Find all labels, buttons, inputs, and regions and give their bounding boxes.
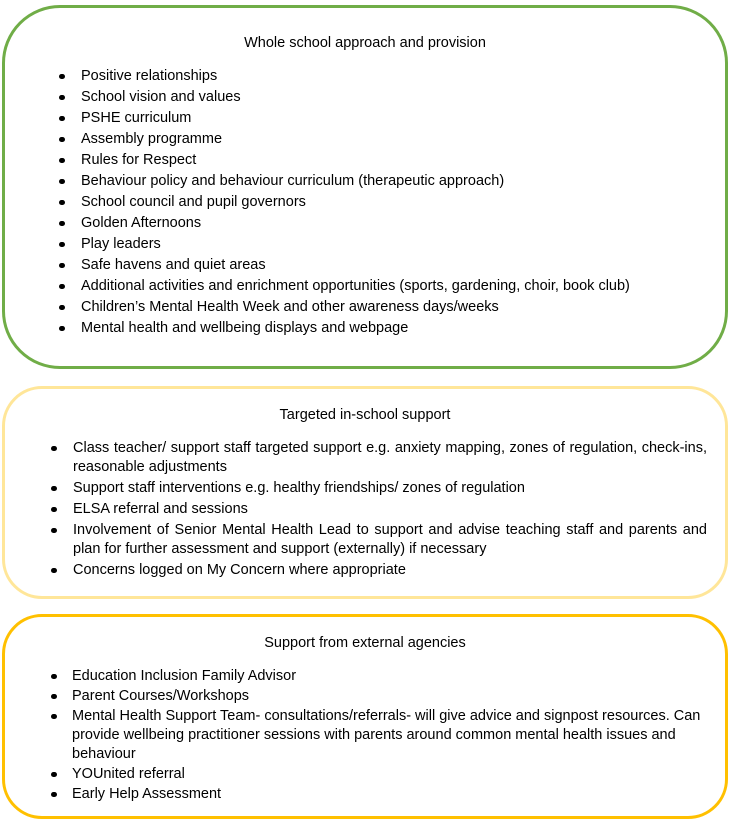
list-item (81, 255, 721, 276)
list-item (81, 171, 721, 192)
bullet-icon (51, 507, 57, 513)
bullet-icon (51, 694, 57, 700)
list-item (72, 667, 712, 686)
bullet-icon (59, 158, 65, 164)
list-item (73, 561, 707, 580)
list-item (72, 687, 712, 706)
bullet-icon (59, 179, 65, 185)
list-item-text: YOUnited referral (72, 766, 185, 782)
list-item (81, 276, 721, 297)
list-item (81, 66, 721, 87)
list-item-text: Support staff interventions e.g. healthy friendships/ zones of regulation (73, 480, 525, 496)
bullet-icon (59, 242, 65, 248)
bullet-icon (59, 74, 65, 80)
list-item-text: Mental Health Support Team- consultations/referrals- will give advice and signpost resources. Can provide wellbeing practitioner sessions with parents around common mental health issues and behaviour (72, 708, 701, 762)
external-agencies-panel (2, 614, 728, 819)
list-item-text: Rules for Respect (81, 152, 197, 168)
list-item-text: PSHE curriculum (81, 110, 192, 126)
list-item (73, 439, 707, 477)
list-item (81, 297, 721, 318)
list-item-text: Mental health and wellbeing displays and webpage (81, 320, 409, 336)
bullet-icon (51, 568, 57, 574)
list-item-text: Involvement of Senior Mental Health Lead to support and advise teaching staff and parents and plan for further assessment and support (externally) if necessary (73, 522, 707, 557)
list-item-text: Children’s Mental Health Week and other awareness days/weeks (81, 299, 499, 315)
bullet-icon (51, 528, 57, 534)
list-item-text: Behaviour policy and behaviour curriculum (therapeutic approach) (81, 173, 505, 189)
bullet-icon (59, 326, 65, 332)
bullet-icon (51, 772, 57, 778)
external-agencies-list (72, 667, 712, 805)
bullet-icon (59, 95, 65, 101)
list-item-text: Education Inclusion Family Advisor (72, 668, 297, 684)
list-item (73, 521, 707, 559)
list-item-text: Parent Courses/Workshops (72, 688, 250, 704)
list-item-text: Concerns logged on My Concern where appropriate (73, 562, 406, 578)
bullet-icon (59, 305, 65, 311)
bullet-icon (51, 446, 57, 452)
list-item-text: Play leaders (81, 236, 161, 252)
list-item (73, 500, 707, 519)
bullet-icon (59, 116, 65, 122)
list-item-text: Assembly programme (81, 131, 223, 147)
list-item-text: Additional activities and enrichment opportunities (sports, gardening, choir, book club) (81, 278, 630, 294)
list-item (81, 150, 721, 171)
bullet-icon (59, 200, 65, 206)
list-item-text: Safe havens and quiet areas (81, 257, 266, 273)
bullet-icon (59, 221, 65, 227)
list-item (81, 234, 721, 255)
list-item-text: Positive relationships (81, 68, 218, 84)
bullet-icon (59, 137, 65, 143)
list-item (81, 213, 721, 234)
list-item (81, 192, 721, 213)
bullet-icon (51, 792, 57, 798)
bullet-icon (59, 284, 65, 290)
list-item-text: School vision and values (81, 89, 241, 105)
list-item (81, 87, 721, 108)
panel-title: Targeted in-school support (279, 407, 451, 423)
list-item (72, 765, 712, 784)
whole-school-approach-panel (2, 5, 728, 369)
whole-school-list (81, 66, 721, 339)
list-item (81, 108, 721, 129)
panel-title: Support from external agencies (264, 635, 466, 651)
list-item (72, 707, 712, 764)
list-item (72, 785, 712, 804)
bullet-icon (51, 486, 57, 492)
list-item-text: Class teacher/ support staff targeted support e.g. anxiety mapping, zones of regulation, check-ins, reasonable adjustments (73, 440, 707, 475)
bullet-icon (51, 674, 57, 680)
list-item-text: ELSA referral and sessions (73, 501, 248, 517)
list-item (81, 129, 721, 150)
targeted-support-panel (2, 386, 728, 599)
list-item (81, 318, 721, 339)
targeted-support-list (73, 439, 707, 582)
bullet-icon (51, 714, 57, 720)
list-item-text: Early Help Assessment (72, 786, 222, 802)
list-item (73, 479, 707, 498)
list-item-text: Golden Afternoons (81, 215, 202, 231)
bullet-icon (59, 263, 65, 269)
list-item-text: School council and pupil governors (81, 194, 306, 210)
panel-title: Whole school approach and provision (244, 35, 486, 51)
